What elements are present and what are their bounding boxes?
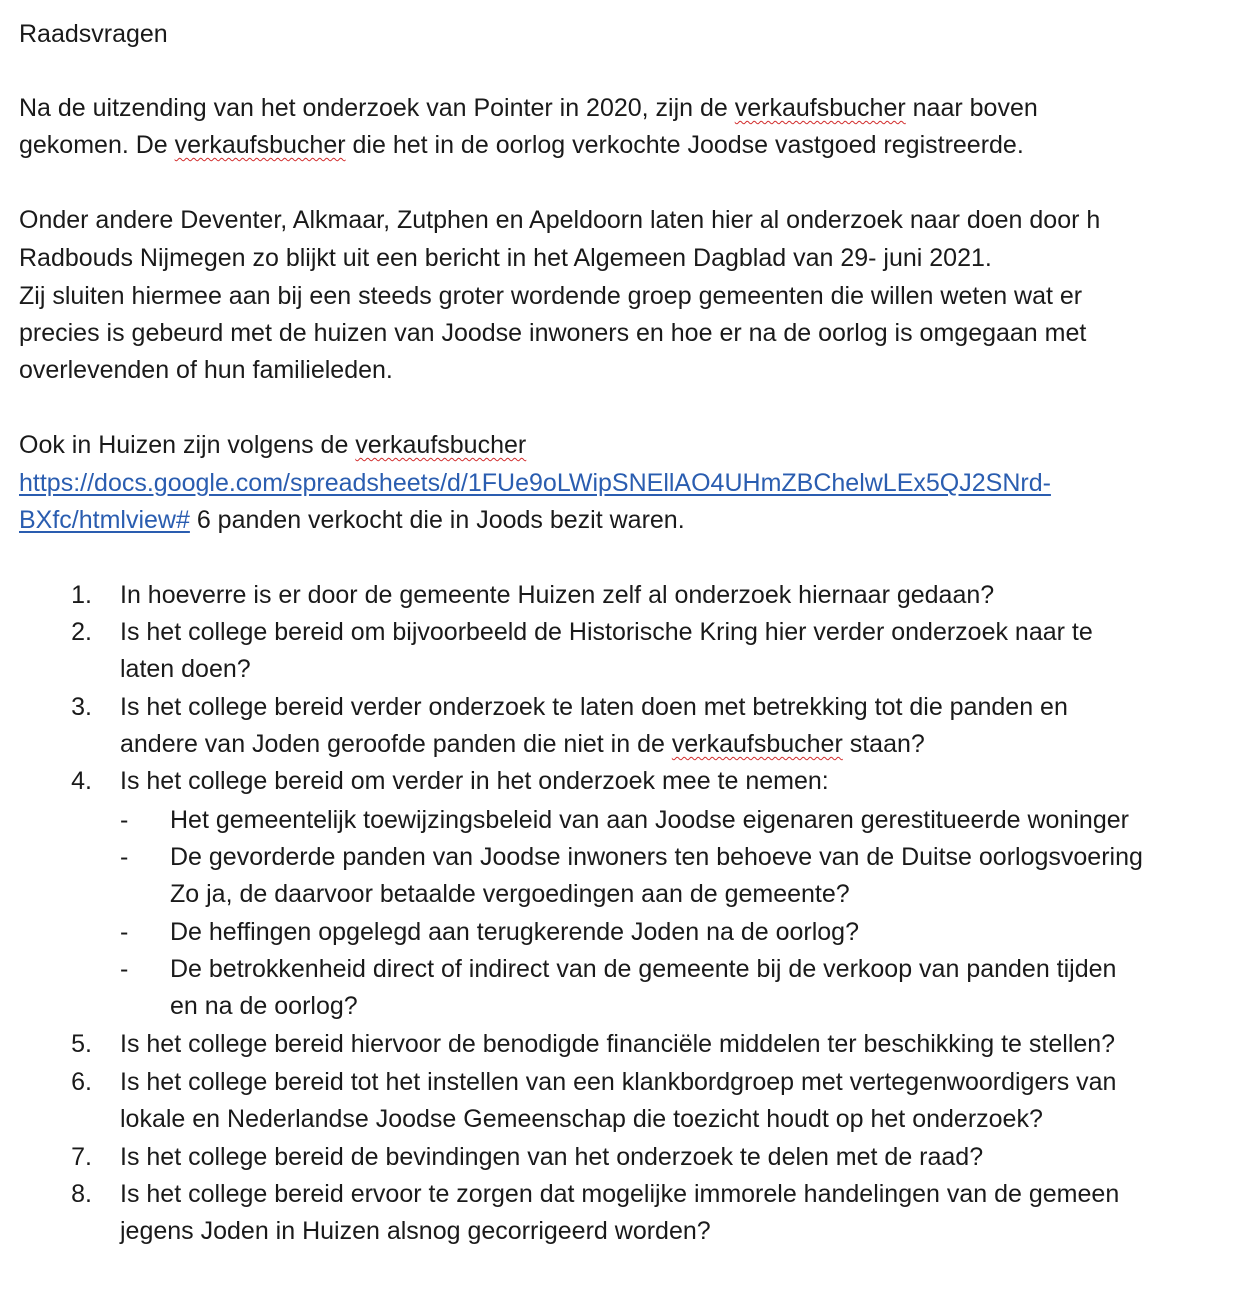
question-8-line-1: Is het college bereid ervoor te zorgen dat mogelijke immorele handelingen van de gemeen (120, 1180, 1120, 1208)
document-title: Raadsvragen (19, 20, 168, 48)
spelling-flagged-term: verkaufsbucher (174, 131, 346, 159)
sub-item-1-line-1: Het gemeentelijk toewijzingsbeleid van aan Joodse eigenaren gerestitueerde woninger (170, 806, 1129, 834)
question-6-line-2: lokale en Nederlandse Joodse Gemeenschap die toezicht houdt op het onderzoek? (120, 1105, 1043, 1133)
intro-paragraph-3-line-1: Ook in Huizen zijn volgens de verkaufsbucher (19, 431, 527, 459)
intro-paragraph-2-line-1: Onder andere Deventer, Alkmaar, Zutphen en Apeldoorn laten hier al onderzoek naar doen door h (19, 206, 1101, 234)
intro-paragraph-1-line-2: gekomen. De verkaufsbucher die het in de oorlog verkochte Joodse vastgoed registreerde. (19, 131, 1024, 159)
question-5-line-1: Is het college bereid hiervoor de benodigde financiële middelen ter beschikking te stellen? (120, 1030, 1116, 1058)
sub-item-2-line-1: De gevorderde panden van Joodse inwoners ten behoeve van de Duitse oorlogsvoering (170, 843, 1143, 871)
question-2-line-2: laten doen? (120, 655, 251, 683)
sub-item-dash: - (120, 843, 129, 871)
question-3-line-2: andere van Joden geroofde panden die niet in de verkaufsbucher staan? (120, 730, 925, 758)
question-number: 1. (71, 581, 92, 609)
spreadsheet-link[interactable]: https://docs.google.com/spreadsheets/d/1FUe9oLWipSNEllAO4UHmZBChelwLEx5QJ2SNrd- (19, 469, 1051, 497)
spelling-flagged-term: verkaufsbucher (671, 730, 843, 758)
question-number: 7. (71, 1143, 92, 1171)
intro-paragraph-3-line-3: BXfc/htmlview# 6 panden verkocht die in Joods bezit waren. (19, 506, 685, 534)
intro-paragraph-2-line-4: precies is gebeurd met de huizen van Joodse inwoners en hoe er na de oorlog is omgegaan met (19, 319, 1087, 347)
question-number: 2. (71, 618, 92, 646)
spreadsheet-link-line-1 (19, 465, 1051, 502)
question-3-line-1: Is het college bereid verder onderzoek te laten doen met betrekking tot die panden en (120, 693, 1068, 721)
spreadsheet-link-continued[interactable]: BXfc/htmlview# (19, 506, 190, 534)
question-number: 6. (71, 1068, 92, 1096)
question-number: 8. (71, 1180, 92, 1208)
question-7-line-1: Is het college bereid de bevindingen van het onderzoek te delen met de raad? (120, 1143, 984, 1171)
intro-paragraph-2-line-3: Zij sluiten hiermee aan bij een steeds groter wordende groep gemeenten die willen weten wat er (19, 282, 1083, 310)
question-number: 5. (71, 1030, 92, 1058)
sub-item-4-line-2: en na de oorlog? (170, 992, 358, 1020)
sub-item-dash: - (120, 918, 129, 946)
question-2-line-1: Is het college bereid om bijvoorbeeld de Historische Kring hier verder onderzoek naar te (120, 618, 1093, 646)
question-1-line-1: In hoeverre is er door de gemeente Huizen zelf al onderzoek hiernaar gedaan? (120, 581, 995, 609)
intro-paragraph-2-line-5: overlevenden of hun familieleden. (19, 356, 393, 384)
sub-item-2-line-2: Zo ja, de daarvoor betaalde vergoedingen aan de gemeente? (170, 880, 850, 908)
sub-item-4-line-1: De betrokkenheid direct of indirect van de gemeente bij de verkoop van panden tijden (170, 955, 1117, 983)
question-8-line-2: jegens Joden in Huizen alsnog gecorrigeerd worden? (120, 1217, 711, 1245)
intro-paragraph-1-line-1: Na de uitzending van het onderzoek van Pointer in 2020, zijn de verkaufsbucher naar boven (19, 94, 1038, 122)
question-number: 4. (71, 767, 92, 795)
question-number: 3. (71, 693, 92, 721)
spelling-flagged-term: verkaufsbucher (355, 431, 527, 459)
spelling-flagged-term: verkaufsbucher (734, 94, 906, 122)
intro-paragraph-2-line-2: Radbouds Nijmegen zo blijkt uit een bericht in het Algemeen Dagblad van 29- juni 2021. (19, 244, 992, 272)
question-6-line-1: Is het college bereid tot het instellen van een klankbordgroep met vertegenwoordigers van (120, 1068, 1117, 1096)
sub-item-dash: - (120, 806, 129, 834)
sub-item-dash: - (120, 955, 129, 983)
question-4-line-1: Is het college bereid om verder in het onderzoek mee te nemen: (120, 767, 829, 795)
sub-item-3-line-1: De heffingen opgelegd aan terugkerende Joden na de oorlog? (170, 918, 859, 946)
